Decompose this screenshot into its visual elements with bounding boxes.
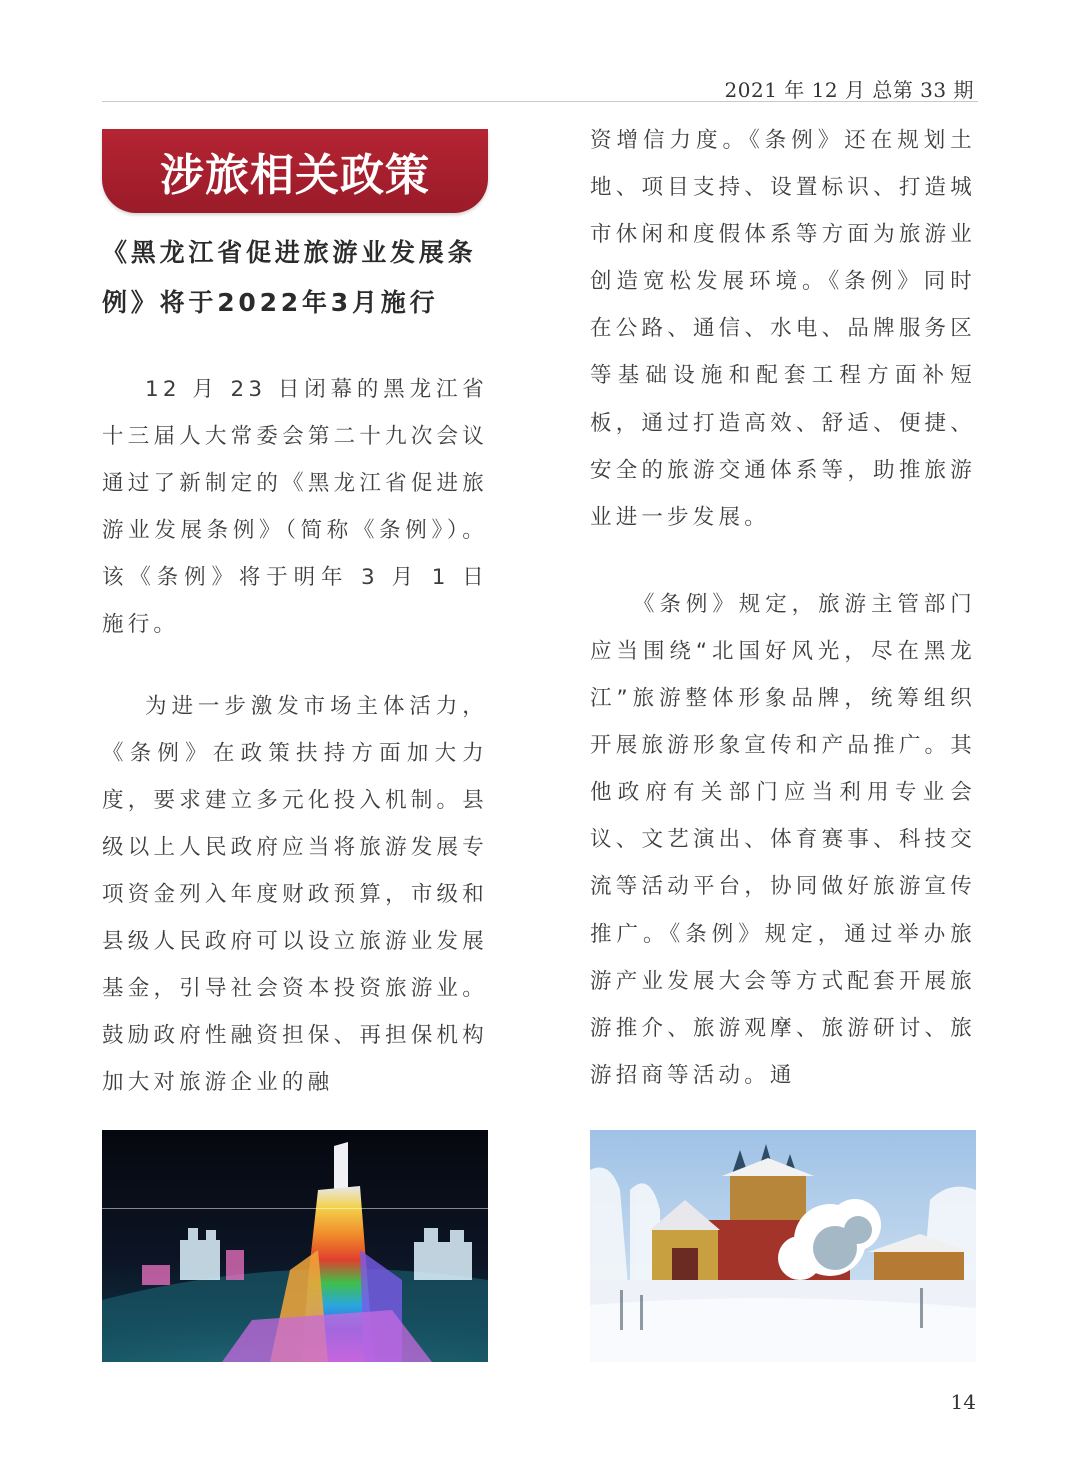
- left-column: [102, 366, 488, 1106]
- section-title: 涉旅相关政策: [160, 150, 430, 201]
- issue-date: 2021 年 12 月 总第 33 期: [724, 78, 974, 102]
- header-divider: [102, 101, 978, 102]
- paragraph-1: 12 月 23 日闭幕的黑龙江省十三届人大常委会第二十九次会议通过了新制定的《黑龙江省促进旅游业发展条例》（简称《条例》）。该《条例》将于明年 3 月 1 日施行。: [102, 377, 488, 638]
- paragraph-2-continued: 资增信力度。《条例》还在规划土地、项目支持、设置标识、打造城市休闲和度假体系等方面为旅游业创造宽松发展环境。《条例》同时在公路、通信、水电、品牌服务区等基础设施和配套工程方面补短板，通过打造高效、舒适、便捷、安全的旅游交通体系等，助推旅游业进一步发展。: [590, 128, 976, 530]
- paragraph-3: 《条例》规定，旅游主管部门应当围绕“北国好风光，尽在黑龙江”旅游整体形象品牌，统筹组织开展旅游形象宣传和产品推广。其他政府有关部门应当利用专业会议、文艺演出、体育赛事、科技交流等活动平台，协同做好旅游宣传推广。《条例》规定，通过举办旅游产业发展大会等方式配套开展旅游推介、旅游观摩、旅游研讨、旅游招商等活动。通: [590, 591, 976, 1088]
- article-title: 《黑龙江省促进旅游业发展条例》将于2022年3月施行: [102, 238, 477, 317]
- ice-sculpture-night-photo: [102, 1130, 488, 1362]
- paragraph-2: 为进一步激发市场主体活力，《条例》在政策扶持方面加大力度，要求建立多元化投入机制。县级以上人民政府应当将旅游发展专项资金列入年度财政预算，市级和县级人民政府可以设立旅游业发展基金，引导社会资本投资旅游业。鼓励政府性融资担保、再担保机构加大对旅游企业的融: [102, 693, 488, 1096]
- section-banner: [102, 129, 488, 213]
- snowy-pavilion-photo: [590, 1130, 976, 1362]
- right-column: [590, 117, 976, 1099]
- page-number: 14: [950, 1390, 976, 1414]
